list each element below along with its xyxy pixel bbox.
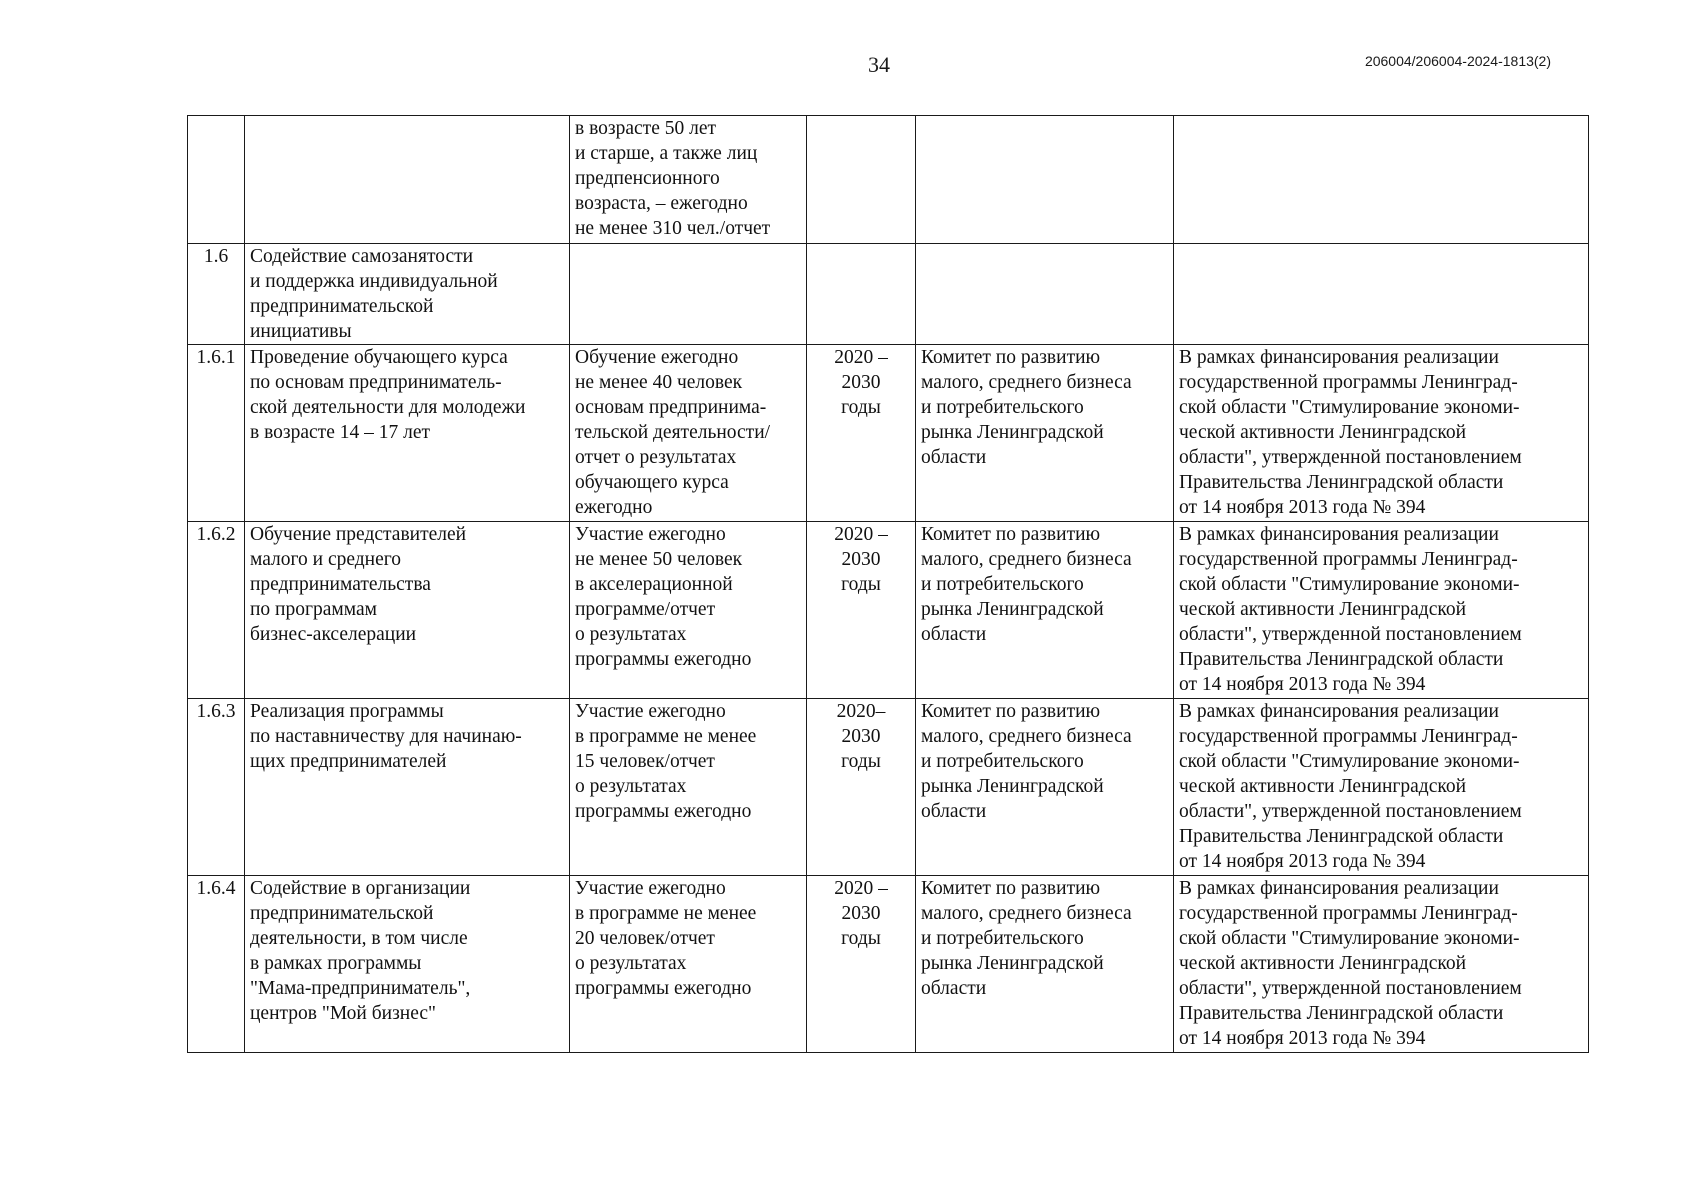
row-number-cell: 1.6.4: [188, 876, 245, 1053]
period-cell: [807, 699, 916, 876]
row-number-cell: 1.6: [188, 244, 245, 345]
activity-text: Содействие в организации предпринимательской деятельности, в том числе в рамках программы "Мама-предприниматель", центров "Мой бизнес": [250, 878, 471, 1024]
result-cell: [570, 876, 807, 1053]
activity-cell: [245, 699, 570, 876]
period-text: 2020 – 2030 годы: [834, 878, 888, 949]
activity-text: Реализация программы по наставничеству для начинаю- щих предпринимателей: [250, 701, 522, 772]
period-cell: [807, 116, 916, 244]
period-cell: [807, 244, 916, 345]
table-row: [188, 876, 1589, 1053]
result-cell: [570, 522, 807, 699]
executor-text: Комитет по развитию малого, среднего бизнеса и потребительского рынка Ленинградской области: [921, 878, 1132, 999]
result-text: Участие ежегодно не менее 50 человек в акселерационной программе/отчет о результатах программы ежегодно: [575, 524, 752, 670]
executor-cell: [916, 699, 1174, 876]
activity-text: Содействие самозанятости и поддержка индивидуальной предпринимательской инициативы: [250, 246, 498, 342]
financing-text: В рамках финансирования реализации государственной программы Ленинград- ской области "Стимулирование экономи- ческой активности Ленинградской области", утвержденной постановлением Правительства Ленинградской области от 14 ноября 2013 года № 394: [1179, 701, 1522, 872]
result-text: Участие ежегодно в программе не менее 20 человек/отчет о результатах программы ежегодно: [575, 878, 757, 999]
activity-cell: [245, 116, 570, 244]
financing-cell: [1174, 522, 1589, 699]
table-row: [188, 699, 1589, 876]
financing-cell: [1174, 699, 1589, 876]
period-text: 2020– 2030 годы: [836, 701, 886, 772]
executor-text: Комитет по развитию малого, среднего бизнеса и потребительского рынка Ленинградской области: [921, 524, 1132, 645]
executor-cell: [916, 244, 1174, 345]
row-number-cell: 1.6.3: [188, 699, 245, 876]
executor-text: Комитет по развитию малого, среднего бизнеса и потребительского рынка Ленинградской области: [921, 347, 1132, 468]
activity-text: Обучение представителей малого и среднего предпринимательства по программам бизнес-акселерации: [250, 524, 467, 645]
financing-cell: [1174, 244, 1589, 345]
result-cell: [570, 699, 807, 876]
result-cell: [570, 244, 807, 345]
table-row: [188, 345, 1589, 522]
financing-text: В рамках финансирования реализации государственной программы Ленинград- ской области "Стимулирование экономи- ческой активности Ленинградской области", утвержденной постановлением Правительства Ленинградской области от 14 ноября 2013 года № 394: [1179, 878, 1522, 1049]
executor-cell: [916, 116, 1174, 244]
period-cell: [807, 345, 916, 522]
period-text: 2020 – 2030 годы: [834, 524, 888, 595]
financing-cell: [1174, 876, 1589, 1053]
table-row: [188, 244, 1589, 345]
table-row: [188, 522, 1589, 699]
activity-cell: [245, 345, 570, 522]
measures-table: [187, 115, 1589, 1053]
result-text: Обучение ежегодно не менее 40 человек основам предпринима- тельской деятельности/ отчет о результатах обучающего курса ежегодно: [575, 347, 771, 518]
financing-text: В рамках финансирования реализации государственной программы Ленинград- ской области "Стимулирование экономи- ческой активности Ленинградской области", утвержденной постановлением Правительства Ленинградской области от 14 ноября 2013 года № 394: [1179, 524, 1522, 695]
result-text: в возрасте 50 лет и старше, а также лиц предпенсионного возраста, – ежегодно не менее 310 чел./отчет: [575, 118, 771, 239]
period-text: 2020 – 2030 годы: [834, 347, 888, 418]
executor-cell: [916, 876, 1174, 1053]
activity-cell: [245, 876, 570, 1053]
period-cell: [807, 876, 916, 1053]
period-cell: [807, 522, 916, 699]
result-cell: [570, 116, 807, 244]
row-number-cell: 1.6.2: [188, 522, 245, 699]
executor-cell: [916, 345, 1174, 522]
row-number-cell: [188, 116, 245, 244]
financing-cell: [1174, 116, 1589, 244]
activity-cell: [245, 244, 570, 345]
activity-text: Проведение обучающего курса по основам предприниматель- ской деятельности для молодежи в возрасте 14 – 17 лет: [250, 347, 526, 443]
executor-cell: [916, 522, 1174, 699]
page-number: 34: [868, 52, 890, 77]
row-number-cell: 1.6.1: [188, 345, 245, 522]
financing-text: В рамках финансирования реализации государственной программы Ленинград- ской области "Стимулирование экономи- ческой активности Ленинградской области", утвержденной постановлением Правительства Ленинградской области от 14 ноября 2013 года № 394: [1179, 347, 1522, 518]
executor-text: Комитет по развитию малого, среднего бизнеса и потребительского рынка Ленинградской области: [921, 701, 1132, 822]
table-row: [188, 116, 1589, 244]
result-text: Участие ежегодно в программе не менее 15 человек/отчет о результатах программы ежегодно: [575, 701, 757, 822]
activity-cell: [245, 522, 570, 699]
document-code: 206004/206004-2024-1813(2): [1364, 53, 1551, 69]
financing-cell: [1174, 345, 1589, 522]
result-cell: [570, 345, 807, 522]
